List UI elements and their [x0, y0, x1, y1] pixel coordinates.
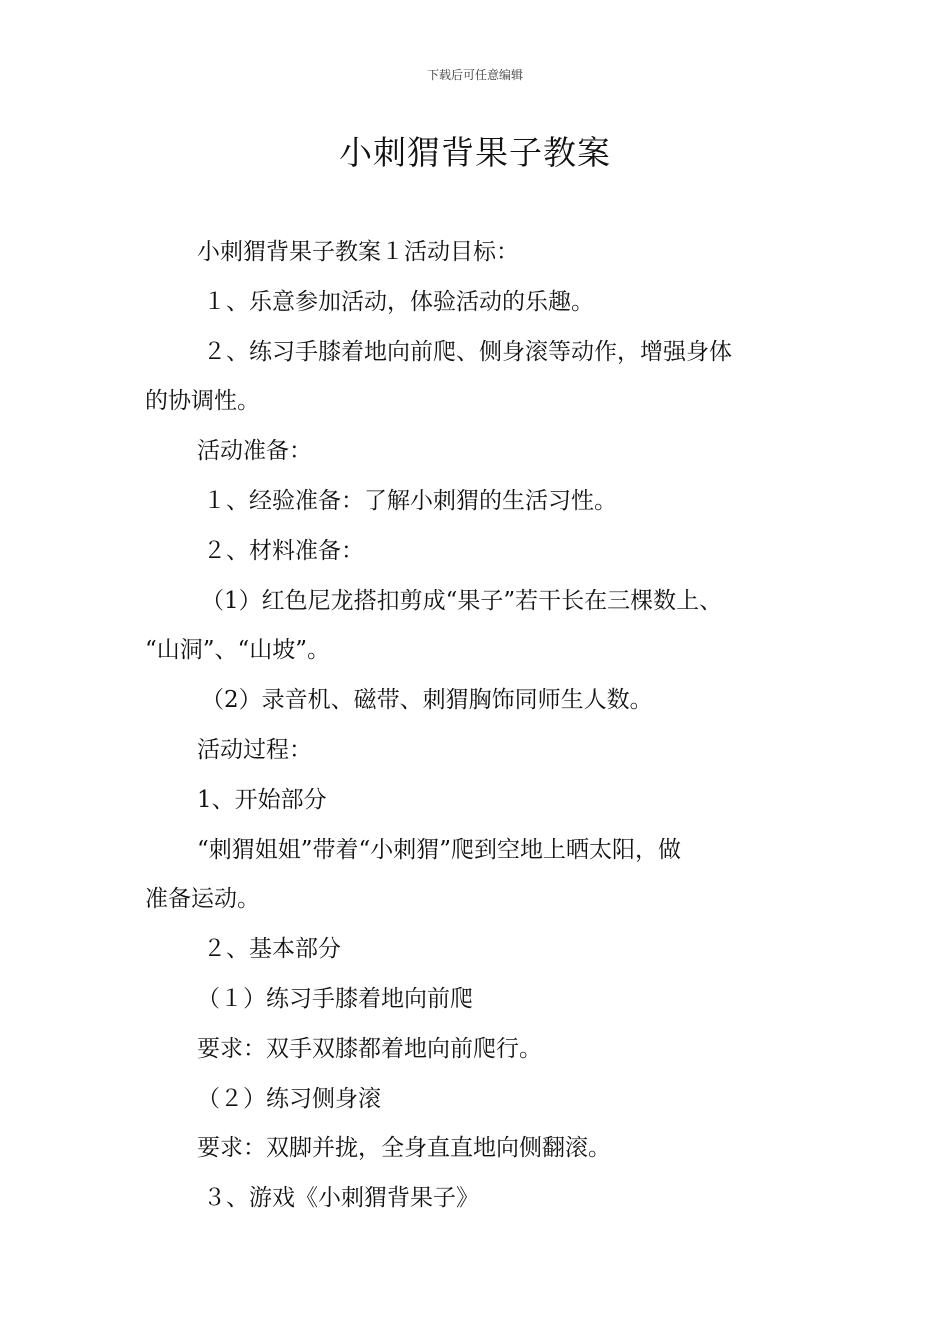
paragraph-line: １、乐意参加活动，体验活动的乐趣。: [203, 288, 594, 315]
paragraph-line: 活动过程：: [197, 736, 312, 763]
paragraph-line: （2）录音机、磁带、刺猬胸饰同师生人数。: [201, 687, 653, 714]
paragraph-line: 小刺猬背果子教案１活动目标：: [197, 239, 519, 265]
paragraph-line: 要求：双脚并拢，全身直直地向侧翻滚。: [197, 1135, 611, 1162]
paragraph-line: 1、开始部分: [197, 786, 327, 813]
paragraph-line: １、经验准备：了解小刺猬的生活习性。: [203, 487, 617, 514]
paragraph-line: （２）练习侧身滚: [197, 1085, 381, 1112]
paragraph-line: ２、基本部分: [203, 936, 341, 963]
paragraph-line: （１）练习手膝着地向前爬: [197, 985, 473, 1012]
paragraph-line: ２、材料准备：: [203, 537, 364, 564]
paragraph-line: 活动准备：: [197, 438, 312, 465]
paragraph-line: “山洞”、“山坡”。: [145, 637, 331, 664]
header-note: 下载后可任意编辑: [426, 68, 523, 82]
paragraph-line: 准备运动。: [145, 886, 260, 913]
document-body: [145, 228, 815, 1224]
paragraph-line: ３、游戏《小刺猬背果子》: [203, 1185, 479, 1212]
paragraph-line: ２、练习手膝着地向前爬、侧身滚等动作，增强身体: [203, 338, 732, 365]
page-title: 小刺猬背果子教案: [339, 133, 611, 172]
paragraph-line: （1）红色尼龙搭扣剪成“果子”若干长在三棵数上、: [201, 587, 723, 614]
paragraph-line: 要求：双手双膝都着地向前爬行。: [197, 1035, 542, 1062]
paragraph-line: 的协调性。: [145, 388, 260, 415]
paragraph-line: “刺猬姐姐”带着“小刺猬”爬到空地上晒太阳，做: [197, 836, 682, 863]
